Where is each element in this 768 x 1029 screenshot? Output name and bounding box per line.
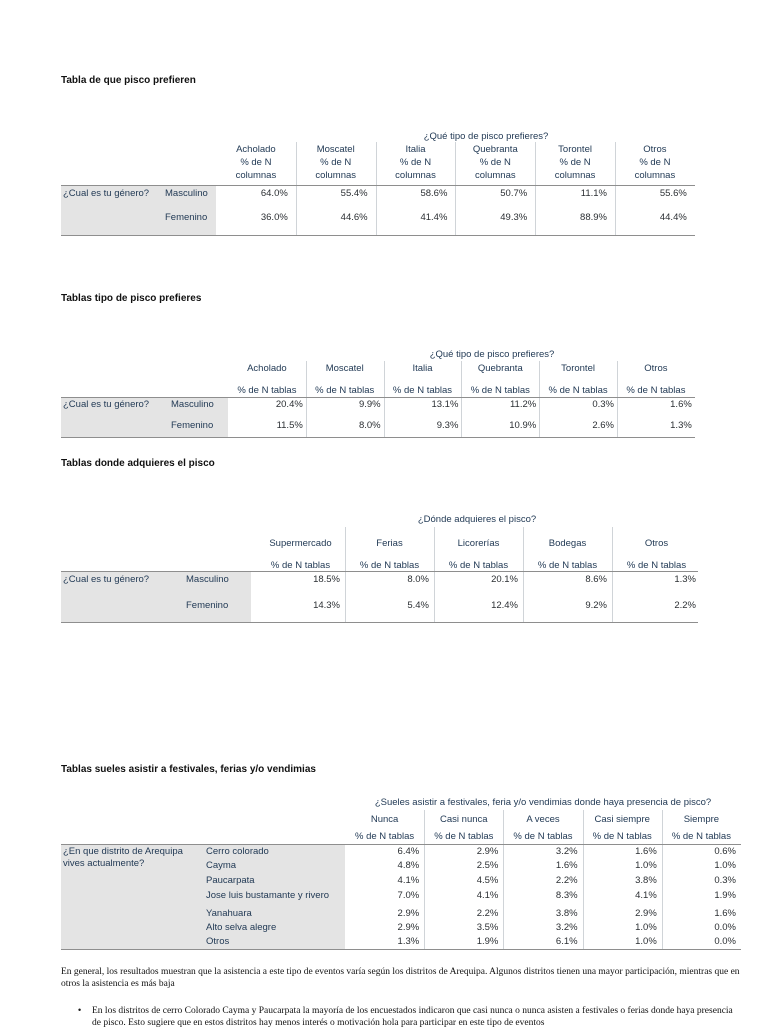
table1-cell: 36.0% — [260, 212, 288, 223]
table2-cell: 0.3% — [592, 399, 614, 410]
table1-col-subheader: % de N — [639, 157, 671, 168]
table3-cell: 8.6% — [585, 574, 607, 585]
table3-cell: 2.2% — [674, 600, 696, 611]
table3-cell: 8.0% — [407, 574, 429, 585]
table2-cell: 10.9% — [509, 420, 537, 431]
table2-col-subheader: % de N tablas — [548, 385, 608, 396]
table4-col-header: Casi siempre — [594, 814, 650, 825]
table3 — [61, 513, 698, 625]
table3-cell: 20.1% — [491, 574, 518, 585]
table1-cell: 49.3% — [500, 212, 528, 223]
table3-cell: 18.5% — [313, 574, 340, 585]
table4-cell: 0.0% — [714, 936, 736, 947]
table3-bottom-rule — [61, 622, 698, 623]
table4-cell: 7.0% — [397, 890, 420, 901]
table3-col-header: Licorerías — [457, 538, 500, 549]
table2-cell: 9.9% — [358, 399, 381, 410]
table4-heading: Tablas sueles asistir a festivales, ferias y/o vendimias — [61, 764, 316, 775]
table2-cell: 9.3% — [436, 420, 459, 431]
table1-col-subheader: columnas — [554, 170, 596, 181]
table1-col-subheader: % de N — [399, 157, 432, 168]
table4-col-subheader: % de N tablas — [355, 831, 415, 842]
table4-col-header: Casi nunca — [440, 814, 488, 825]
table4-row-label: Jose luis bustamante y rivero — [206, 890, 330, 901]
table1-col-header: Torontel — [558, 144, 592, 155]
table4-cell: 1.0% — [714, 860, 736, 871]
table4-cell: 4.1% — [635, 890, 657, 901]
table3-cell: 1.3% — [674, 574, 696, 585]
table4-question: ¿Sueles asistir a festivales, feria y/o vendimias donde haya presencia de pisco? — [374, 797, 712, 808]
table3-cell: 9.2% — [585, 600, 607, 611]
table2-question: ¿Qué tipo de pisco prefieres? — [429, 349, 555, 360]
table4-cell: 2.5% — [476, 860, 499, 871]
table4-cell: 8.3% — [555, 890, 578, 901]
table2-cell: 1.6% — [670, 399, 692, 410]
table4-col-header: A veces — [526, 814, 560, 825]
table3-divider — [61, 571, 698, 572]
table4-col-header: Nunca — [370, 814, 399, 825]
table4-cell: 3.8% — [635, 875, 657, 886]
table1-cell: 64.0% — [260, 188, 288, 199]
table1-col-header: Otros — [643, 144, 667, 155]
table2 — [61, 347, 695, 439]
table2-cell: 8.0% — [358, 420, 381, 431]
table1-col-subheader: columnas — [474, 170, 516, 181]
table4-col-header: Siempre — [683, 814, 720, 825]
table1 — [61, 128, 695, 238]
table1-cell: 41.4% — [420, 212, 448, 223]
table3-question: ¿Dónde adquieres el pisco? — [417, 514, 537, 525]
table1-col-header: Moscatel — [316, 144, 355, 155]
table2-col-subheader: % de N tablas — [626, 385, 686, 396]
table2-cell: 11.2% — [509, 399, 537, 410]
table2-cell: 1.3% — [670, 420, 692, 431]
table4-cell: 2.9% — [397, 908, 420, 919]
table3-col-header: Bodegas — [548, 538, 587, 549]
table2-col-subheader: % de N tablas — [392, 385, 453, 396]
table4-col-subheader: % de N tablas — [592, 831, 652, 842]
table4-bottom-rule — [61, 949, 741, 950]
table3-col-header: Supermercado — [269, 538, 332, 549]
table4-cell: 6.1% — [555, 936, 578, 947]
table1-heading: Tabla de que pisco prefieren — [61, 75, 196, 86]
table3-col-subheader: % de N tablas — [448, 560, 509, 571]
table3-col-subheader: % de N tablas — [626, 560, 687, 571]
table4-cell: 1.9% — [476, 936, 499, 947]
table1-row-variable: ¿Cual es tu género? — [63, 188, 150, 199]
table4-row-label: Paucarpata — [206, 875, 255, 886]
table1-cell: 11.1% — [580, 188, 607, 199]
table4-cell: 1.6% — [555, 860, 578, 871]
table1-col-header: Quebranta — [472, 144, 518, 155]
table4-cell: 3.2% — [555, 846, 578, 857]
table2-cell: 11.5% — [276, 420, 303, 431]
table3-col-subheader: % de N tablas — [270, 560, 331, 571]
table1-cell: 55.4% — [340, 188, 368, 199]
table4-row-variable: vives actualmente? — [63, 858, 145, 869]
table4-cell: 4.1% — [476, 890, 499, 901]
table1-col-subheader: % de N — [240, 157, 272, 168]
table3-cell: 12.4% — [491, 600, 518, 611]
table4-cell: 0.6% — [714, 846, 736, 857]
table4-col-subheader: % de N tablas — [671, 831, 731, 842]
table4-cell: 1.6% — [635, 846, 657, 857]
table1-col-subheader: columnas — [395, 170, 436, 181]
table2-col-subheader: % de N tablas — [315, 385, 375, 396]
table3-cell: 14.3% — [313, 600, 340, 611]
table2-col-header: Quebranta — [477, 363, 523, 374]
table3-row-label: Femenino — [186, 600, 229, 611]
table4-cell: 0.3% — [714, 875, 736, 886]
table1-col-subheader: columnas — [315, 170, 357, 181]
table3-col-header: Ferias — [376, 538, 403, 549]
table2-row-label: Masculino — [171, 399, 214, 410]
table4-row-variable: ¿En que distrito de Arequipa — [63, 846, 183, 857]
table4-cell: 4.8% — [397, 860, 420, 871]
table1-cell: 58.6% — [420, 188, 448, 199]
table1-col-header: Italia — [405, 144, 426, 155]
table4-cell: 0.0% — [714, 922, 736, 933]
table1-col-subheader: columnas — [634, 170, 676, 181]
table3-row-variable: ¿Cual es tu género? — [63, 574, 150, 585]
table2-divider — [61, 397, 695, 398]
table4-cell: 2.9% — [476, 846, 499, 857]
table1-row-label: Masculino — [165, 188, 208, 199]
table4-cell: 1.0% — [635, 860, 657, 871]
table1-col-subheader: % de N — [320, 157, 352, 168]
table1-cell: 55.6% — [659, 188, 687, 199]
table1-col-subheader: columnas — [235, 170, 277, 181]
table3-row-label: Masculino — [186, 574, 229, 585]
table4-cell: 2.2% — [476, 908, 499, 919]
table1-cell: 44.6% — [340, 212, 368, 223]
table3-cell: 5.4% — [407, 600, 429, 611]
table2-cell: 2.6% — [592, 420, 614, 431]
table3-col-subheader: % de N tablas — [537, 560, 598, 571]
table2-row-variable: ¿Cual es tu género? — [63, 399, 150, 410]
table2-col-header: Acholado — [247, 363, 287, 374]
table4-cell: 2.9% — [635, 908, 657, 919]
table1-col-subheader: % de N — [559, 157, 591, 168]
table1-col-header: Acholado — [236, 144, 276, 155]
table2-row-label: Femenino — [171, 420, 214, 431]
table4 — [61, 795, 741, 951]
table3-heading: Tablas donde adquieres el pisco — [61, 458, 215, 469]
table3-col-header: Otros — [644, 538, 669, 549]
table4-cell: 1.0% — [635, 922, 657, 933]
table4-cell: 3.5% — [476, 922, 499, 933]
table2-col-header: Torontel — [561, 363, 595, 374]
table4-cell: 1.6% — [714, 908, 736, 919]
table4-row-label: Cayma — [206, 860, 237, 871]
table2-cell: 13.1% — [431, 399, 459, 410]
table4-cell: 1.0% — [635, 936, 657, 947]
table1-bottom-rule — [61, 235, 695, 236]
table1-divider — [61, 185, 695, 186]
table1-cell: 44.4% — [659, 212, 687, 223]
table2-bottom-rule — [61, 437, 695, 438]
table1-col-subheader: % de N — [479, 157, 511, 168]
table2-col-header: Otros — [644, 363, 668, 374]
table3-col-subheader: % de N tablas — [359, 560, 420, 571]
table4-cell: 4.1% — [397, 875, 420, 886]
table4-cell: 2.9% — [397, 922, 420, 933]
table2-col-subheader: % de N tablas — [237, 385, 297, 396]
table2-cell: 20.4% — [275, 399, 303, 410]
table2-col-subheader: % de N tablas — [470, 385, 530, 396]
table1-cell: 88.9% — [580, 212, 607, 223]
table4-divider — [61, 844, 741, 845]
table4-row-label: Alto selva alegre — [206, 922, 277, 933]
table4-row-label: Yanahuara — [206, 908, 252, 919]
table1-row-label: Femenino — [165, 212, 208, 223]
table4-col-subheader: % de N tablas — [513, 831, 573, 842]
table1-cell: 50.7% — [500, 188, 528, 199]
table4-cell: 3.2% — [555, 922, 578, 933]
table1-question: ¿Qué tipo de pisco prefieres? — [423, 131, 549, 142]
summary-paragraph: En general, los resultados muestran que la asistencia a este tipo de eventos varía según los distritos de Arequipa. Algunos distritos tienen una mayor participación, mientras que en otros la asistencia es más baja — [61, 967, 740, 989]
table4-cell: 3.8% — [555, 908, 578, 919]
table2-col-header: Italia — [412, 363, 433, 374]
table2-col-header: Moscatel — [325, 363, 364, 374]
table4-row-label: Otros — [206, 936, 230, 947]
table4-row-label: Cerro colorado — [206, 846, 269, 857]
table2-heading: Tablas tipo de pisco prefieres — [61, 293, 202, 304]
table4-cell: 6.4% — [397, 846, 420, 857]
table4-col-subheader: % de N tablas — [434, 831, 494, 842]
table4-cell: 1.3% — [397, 936, 420, 947]
bullet-dot: • — [78, 1005, 82, 1015]
table4-cell: 1.9% — [714, 890, 736, 901]
table4-cell: 2.2% — [555, 875, 578, 886]
bullet-paragraph: En los distritos de cerro Colorado Cayma y Paucarpata la mayoría de los encuestados indicaron que casi nunca o nunca asisten a festivales o ferias donde haya presencia de pisco. Esto sugiere que en estos distritos hay menos interés o motivación hola para participar en este tipo de eventos — [92, 1006, 733, 1028]
table4-cell: 4.5% — [476, 875, 499, 886]
